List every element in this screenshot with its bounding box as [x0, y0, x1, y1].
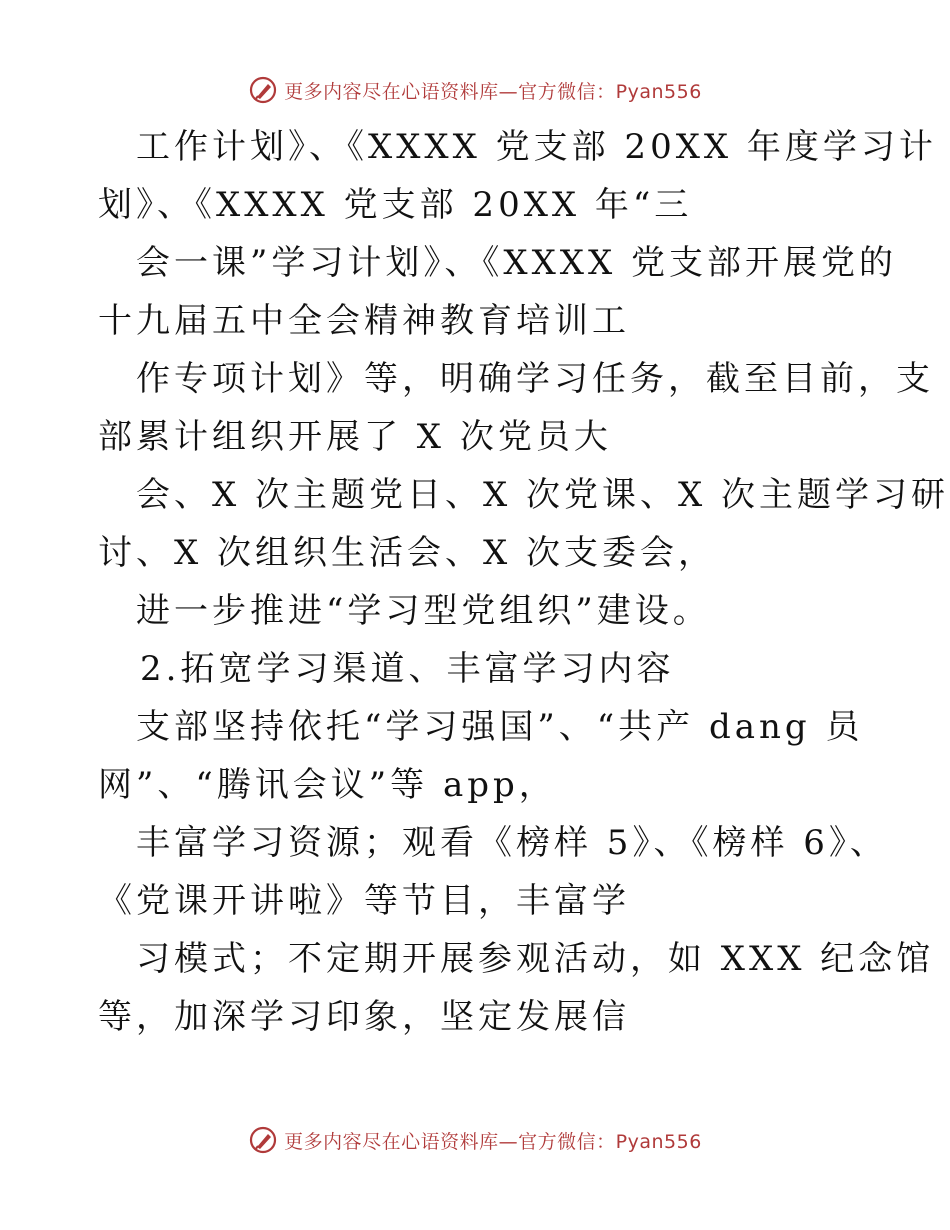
text-line: 工作计划》、《XXXX 党支部 20XX 年度学习计	[136, 127, 937, 167]
header-banner	[0, 70, 950, 110]
text-line: 进一步推进“学习型党组织”建设。	[136, 591, 711, 631]
text-line: 《党课开讲啦》等节目，丰富学	[98, 881, 630, 921]
text-line: 部累计组织开展了 X 次党员大	[98, 417, 612, 457]
fountain-pen-logo-icon	[248, 75, 278, 105]
footer-banner-text: 更多内容尽在心语资料库—官方微信：Pyan556	[284, 1130, 702, 1153]
text-line: 习模式；不定期开展参观活动，如 XXX 纪念馆	[136, 939, 935, 979]
fountain-pen-logo-icon	[248, 1125, 278, 1155]
text-line: 丰富学习资源；观看《榜样 5》、《榜样 6》、	[136, 823, 888, 863]
text-line: 作专项计划》等，明确学习任务，截至目前，支	[136, 359, 934, 399]
section-heading: 2.拓宽学习渠道、丰富学习内容	[140, 649, 675, 689]
text-line: 网”、“腾讯会议”等 app，	[98, 765, 557, 805]
text-line: 十九届五中全会精神教育培训工	[98, 301, 630, 341]
text-line: 支部坚持依托“学习强国”、“共产 dang 员	[136, 707, 864, 747]
text-line: 会一课”学习计划》、《XXXX 党支部开展党的	[136, 243, 898, 283]
text-line: 等，加深学习印象，坚定发展信	[98, 997, 630, 1037]
text-line: 会、X 次主题党日、X 次党课、X 次主题学习研	[136, 475, 950, 515]
text-line: 划》、《XXXX 党支部 20XX 年“三	[98, 185, 693, 225]
text-line: 讨、X 次组织生活会、X 次支委会，	[98, 533, 717, 573]
footer-banner	[0, 1120, 950, 1160]
header-banner-text: 更多内容尽在心语资料库—官方微信：Pyan556	[284, 80, 702, 103]
